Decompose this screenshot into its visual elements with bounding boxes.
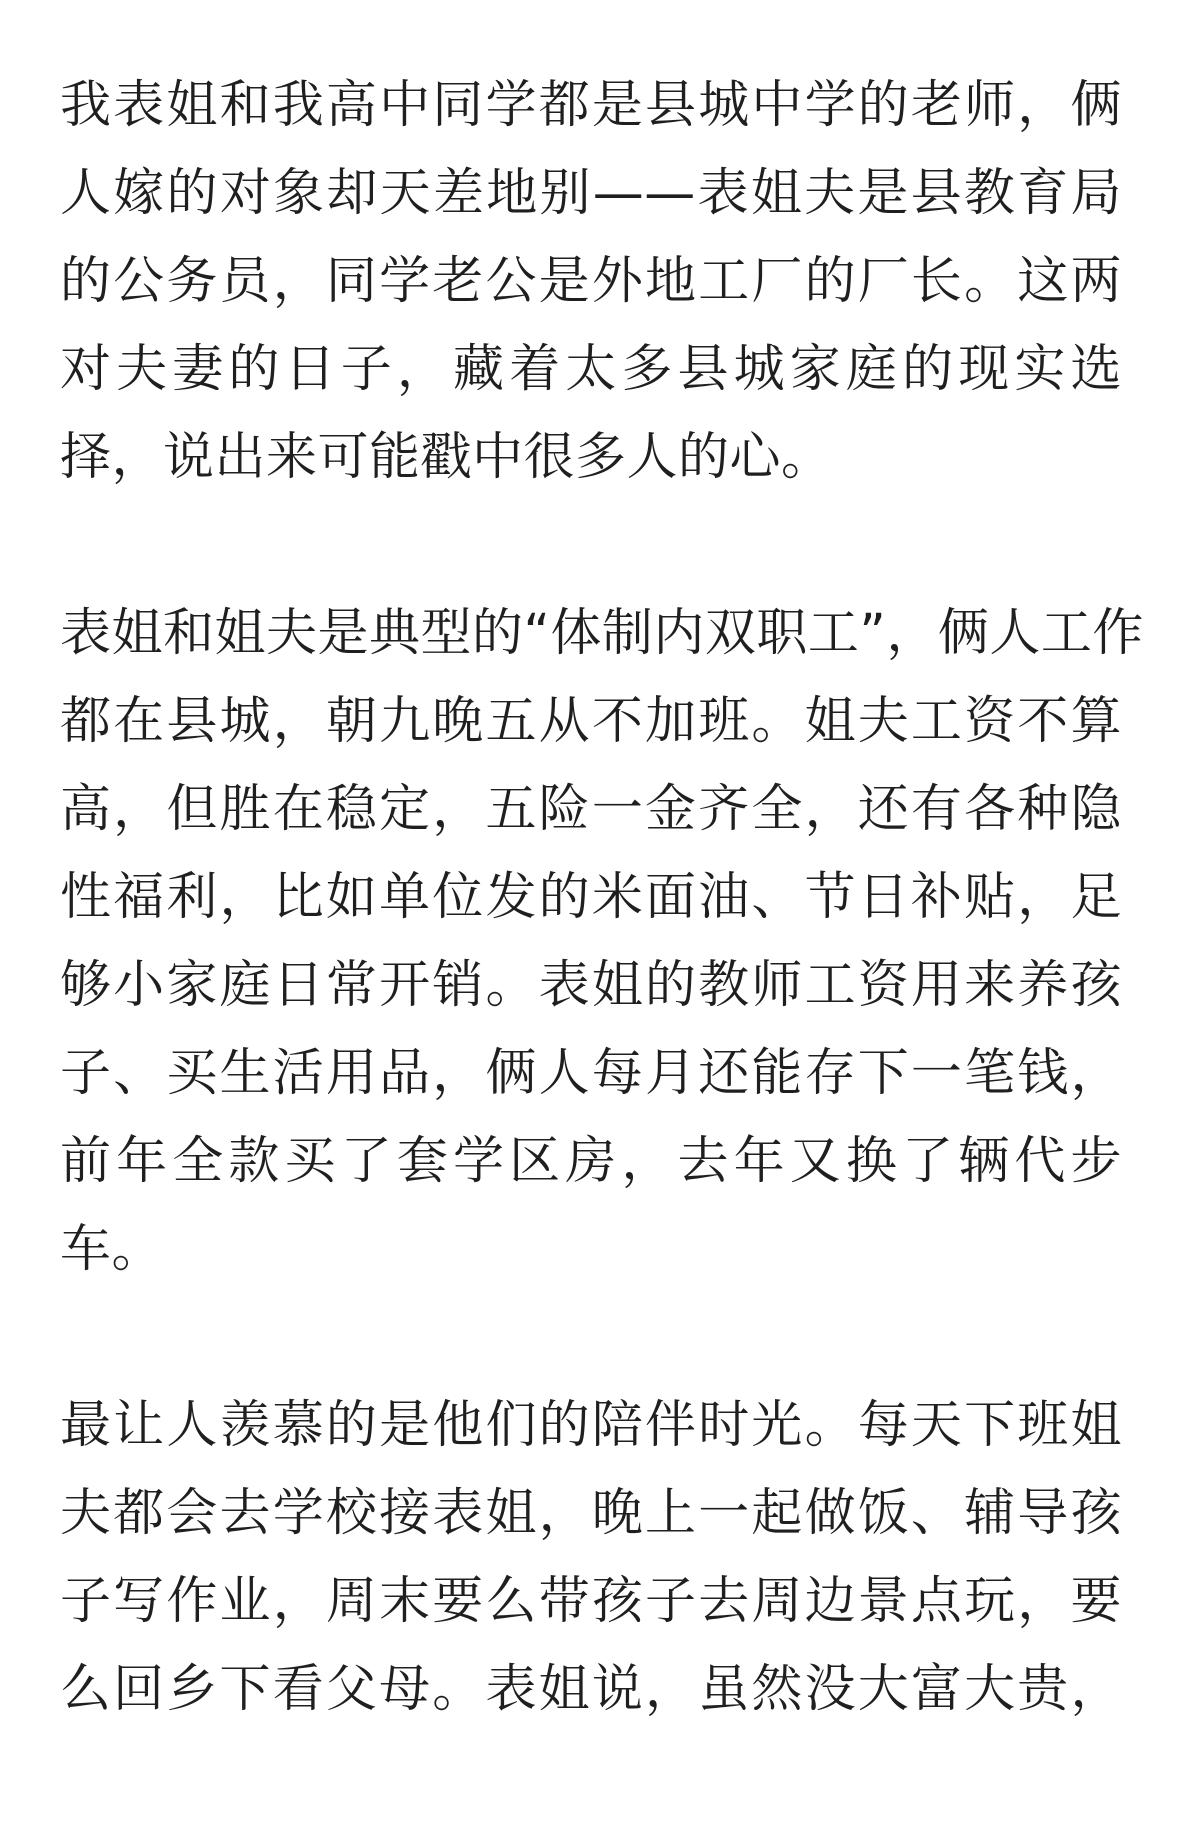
text-line: 的公务员，同学老公是外地工厂的厂长。这两	[60, 252, 1122, 311]
text-line: 对夫妻的日子，藏着太多县城家庭的现实选	[60, 340, 1122, 399]
text-line: 子、买生活用品，俩人每月还能存下一笔钱，	[60, 1044, 1122, 1103]
text-line: 择，说出来可能戳中很多人的心。	[60, 428, 833, 487]
text-line: 前年全款买了套学区房，去年又换了辆代步	[60, 1132, 1122, 1191]
text-line: 人嫁的对象却天差地别——表姐夫是县教育局	[60, 164, 1122, 223]
text-line: 够小家庭日常开销。表姐的教师工资用来养孩	[60, 956, 1122, 1015]
text-line: 车。	[60, 1220, 164, 1279]
text-line: 么回乡下看父母。表姐说，虽然没大富大贵，	[60, 1660, 1122, 1719]
paragraph-1	[60, 62, 1122, 502]
text-line: 都在县城，朝九晚五从不加班。姐夫工资不算	[60, 692, 1122, 751]
article-body	[60, 62, 1144, 1822]
paragraph-3	[60, 1382, 1122, 1734]
text-line: 我表姐和我高中同学都是县城中学的老师，俩	[60, 76, 1122, 135]
text-line: 高，但胜在稳定，五险一金齐全，还有各种隐	[60, 780, 1122, 839]
text-line: 性福利，比如单位发的米面油、节日补贴，足	[60, 868, 1122, 927]
text-line: 表姐和姐夫是典型的“体制内双职工”，俩人工作	[60, 604, 1144, 663]
text-line: 夫都会去学校接表姐，晚上一起做饭、辅导孩	[60, 1484, 1122, 1543]
text-line: 最让人羡慕的是他们的陪伴时光。每天下班姐	[60, 1396, 1122, 1455]
paragraph-2	[60, 590, 1144, 1294]
text-line: 子写作业，周末要么带孩子去周边景点玩，要	[60, 1572, 1122, 1631]
